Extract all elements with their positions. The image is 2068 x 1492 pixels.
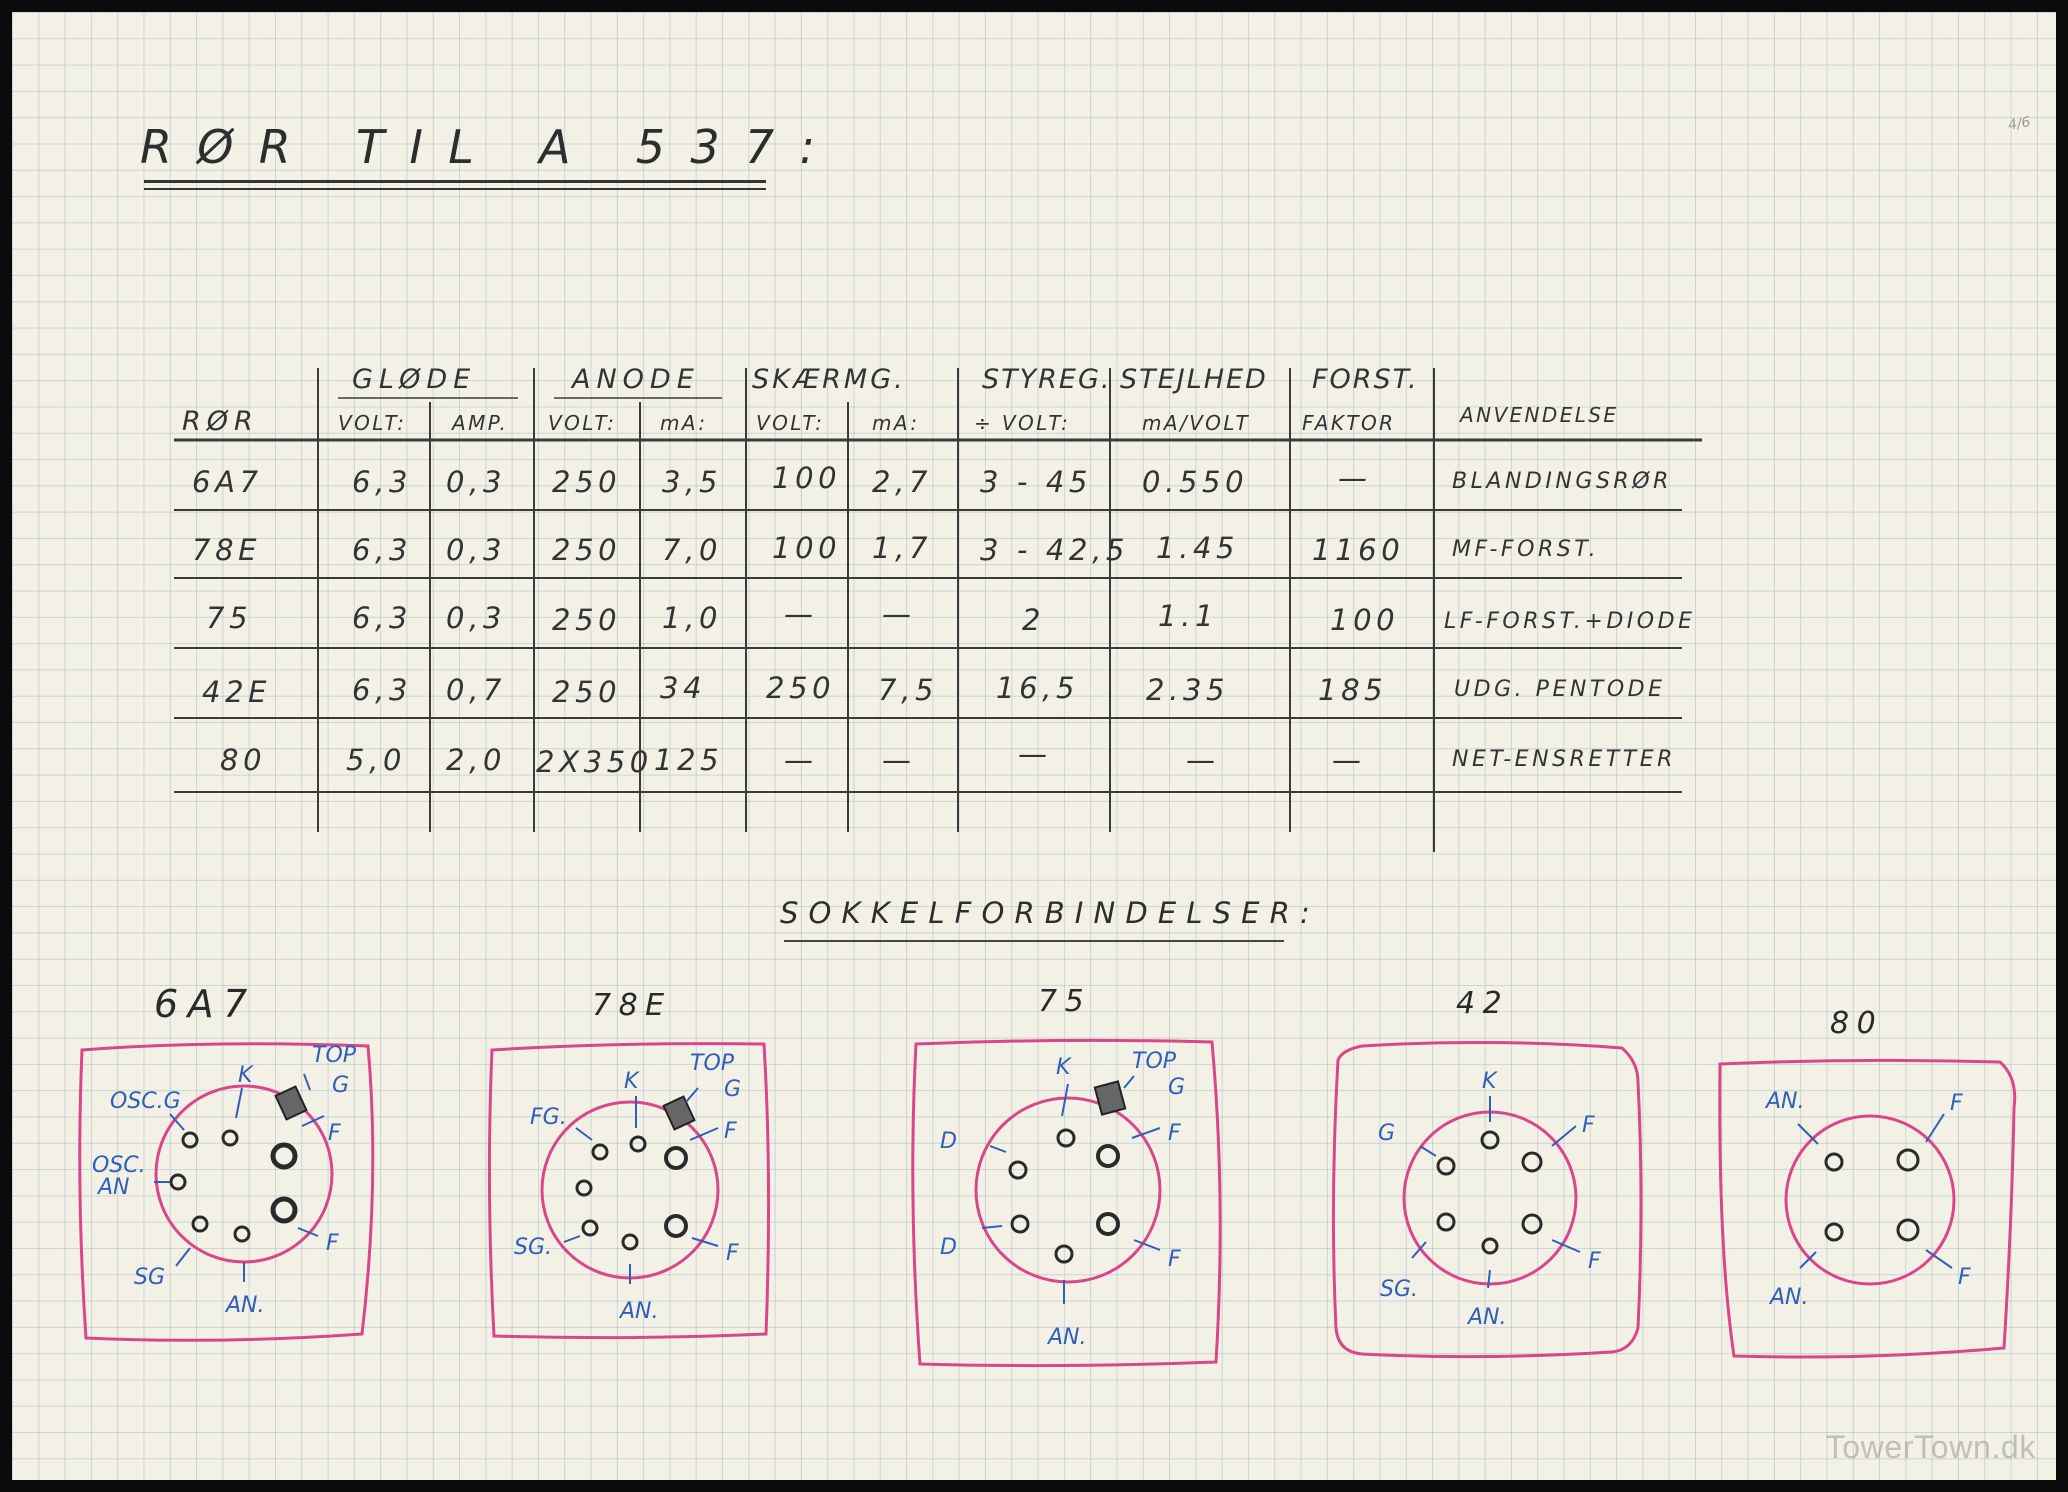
socket-circle (976, 1098, 1160, 1282)
margin-note: 4/6 (2006, 114, 2032, 134)
cell-g-volt: 6,3 (352, 673, 413, 707)
cell-st-volt: 3 - 45 (980, 465, 1093, 499)
pin-hole (1438, 1158, 1454, 1174)
pin-hole (1010, 1162, 1026, 1178)
graph-paper-sheet (12, 12, 2056, 1480)
pin-label-k: K (624, 1069, 639, 1094)
cell-a-volt: 250 (552, 465, 622, 499)
cell-a-ma: 1,0 (662, 601, 723, 635)
cell-stejl: 1.45 (1156, 531, 1240, 565)
tube-name-80: 80 (1830, 1006, 1884, 1041)
cell-s-ma: — (882, 743, 916, 777)
socket-diagram-78e (480, 1028, 780, 1348)
cell-a-ma: 3,5 (662, 465, 723, 499)
pin-label-an: AN. (1048, 1325, 1087, 1350)
hdr-stejl: STEJLHED (1120, 364, 1268, 395)
pin-label-f2: F (1958, 1265, 1971, 1290)
cell-s-volt: 100 (772, 461, 842, 495)
pin-label-an: AN. (620, 1299, 659, 1324)
cell-g-amp: 2,0 (446, 743, 507, 777)
pin-hole (1523, 1153, 1541, 1171)
pin-label-k: K (1056, 1055, 1071, 1080)
hdr-forst: FORST. (1312, 364, 1419, 395)
cell-st-volt: 3 - 42,5 (980, 533, 1130, 567)
pin-label-top: TOP (1132, 1049, 1177, 1074)
pin-label-d1: D (940, 1129, 957, 1154)
col-forst: FAKTOR (1302, 411, 1396, 435)
cell-a-volt: 2X350 (536, 745, 653, 779)
cell-st-volt: 16,5 (996, 671, 1080, 705)
cell-a-ma: 34 (660, 671, 707, 705)
table-row (202, 671, 1666, 709)
tube-name-6a7: 6A7 (154, 982, 257, 1026)
table-row (192, 531, 1599, 567)
cell-anv: LF-FORST.+DIODE (1444, 609, 1696, 634)
pin-hole (1523, 1215, 1541, 1233)
pin-label-f1: F (328, 1121, 341, 1146)
pin-label-f2: F (1588, 1249, 1601, 1274)
pin-hole (1012, 1216, 1028, 1232)
pin-hole (631, 1137, 645, 1151)
cell-g-amp: 0,7 (446, 673, 507, 707)
pin-label-f2: F (1168, 1247, 1181, 1272)
cell-s-ma: — (882, 597, 916, 631)
pin-hole (623, 1235, 637, 1249)
pin-hole (1058, 1130, 1074, 1146)
cell-anv: BLANDINGSRØR (1452, 469, 1672, 494)
pin-hole (183, 1133, 197, 1147)
cell-g-volt: 6,3 (352, 533, 413, 567)
cell-g-volt: 6,3 (352, 465, 413, 499)
pin-hole (1826, 1224, 1842, 1240)
top-cap-icon (276, 1087, 307, 1120)
top-cap-icon (1095, 1081, 1125, 1114)
col-g-amp: AMP. (452, 411, 509, 435)
cell-s-ma: 1,7 (872, 531, 933, 565)
col-anv: ANVENDELSE (1460, 403, 1619, 427)
cell-s-volt: 100 (772, 531, 842, 565)
pin-label-osc-an: AN (98, 1175, 130, 1200)
pin-hole (577, 1181, 591, 1195)
pin-hole (1056, 1246, 1072, 1262)
cell-a-ma: 125 (654, 743, 724, 777)
pin-hole (273, 1199, 295, 1221)
pin-label-f1: F (724, 1119, 737, 1144)
pin-hole (1826, 1154, 1842, 1170)
cell-stejl: 1.1 (1158, 599, 1219, 633)
pin-label-fg: FG. (530, 1105, 567, 1130)
table-row (220, 737, 1676, 779)
pin-label-an2: AN. (1770, 1285, 1809, 1310)
cell-a-volt: 250 (552, 533, 622, 567)
cell-anv: NET-ENSRETTER (1452, 747, 1676, 772)
pin-hole (583, 1221, 597, 1235)
pin-hole (1482, 1132, 1498, 1148)
socket-diagram-6a7 (62, 1022, 402, 1352)
pin-hole (193, 1217, 207, 1231)
pin-label-sg: SG. (514, 1235, 553, 1260)
pin-hole (223, 1131, 237, 1145)
pin-label-f1: F (1582, 1113, 1595, 1138)
col-a-volt: VOLT: (548, 411, 617, 435)
pin-hole (593, 1145, 607, 1159)
cell-st-volt: — (1018, 737, 1052, 771)
pin-hole (666, 1216, 686, 1236)
cell-stejl: 2.35 (1146, 673, 1230, 707)
cell-a-volt: 250 (552, 603, 622, 637)
hdr-anode: ANODE (572, 364, 700, 395)
cell-forst: 1160 (1312, 533, 1405, 567)
pin-label-top: TOP (312, 1043, 357, 1068)
cell-ror: 75 (206, 601, 253, 635)
socket-outline (1720, 1060, 2015, 1357)
pin-label-d2: D (940, 1235, 957, 1260)
title-underline (144, 180, 766, 183)
cell-g-volt: 5,0 (346, 743, 407, 777)
pin-label-f1: F (1950, 1091, 1963, 1116)
table-row (192, 461, 1672, 499)
section-title-underline (784, 940, 1284, 942)
hdr-styreg: STYREG. (982, 364, 1112, 395)
cell-ror: 80 (220, 743, 267, 777)
socket-circle (1404, 1112, 1576, 1284)
socket-circle (156, 1086, 332, 1262)
hdr-glode: GLØDE (352, 364, 477, 395)
cell-stejl: 0.550 (1142, 465, 1249, 499)
col-ror: RØR (182, 406, 259, 437)
tube-name-75: 75 (1038, 984, 1092, 1019)
pin-hole (235, 1227, 249, 1241)
pin-label-g: G (724, 1077, 742, 1102)
pin-hole (1098, 1146, 1118, 1166)
pin-hole (1483, 1239, 1497, 1253)
cell-s-volt: 250 (766, 671, 836, 705)
cell-g-amp: 0,3 (446, 601, 507, 635)
pin-label-an: AN. (226, 1293, 265, 1318)
pin-label-g: G (332, 1073, 350, 1098)
hdr-skerm: SKÆRMG. (752, 364, 906, 395)
tube-name-42: 42 (1456, 986, 1510, 1021)
section-title: SOKKELFORBINDELSER: (780, 896, 1320, 930)
pin-hole (273, 1145, 295, 1167)
pin-label-sg: SG. (1380, 1277, 1419, 1302)
pin-hole (666, 1148, 686, 1168)
col-s-volt: VOLT: (756, 411, 825, 435)
cell-g-volt: 6,3 (352, 601, 413, 635)
cell-forst: 185 (1318, 673, 1388, 707)
col-g-volt: VOLT: (338, 411, 407, 435)
tube-table (162, 352, 1722, 852)
cell-a-volt: 250 (552, 675, 622, 709)
cell-ror: 6A7 (192, 465, 263, 499)
cell-s-volt: — (784, 743, 818, 777)
tube-name-78e: 78E (592, 988, 672, 1023)
cell-anv: MF-FORST. (1452, 537, 1600, 562)
pin-label-an1: AN. (1766, 1089, 1805, 1114)
pin-label-f2: F (326, 1231, 339, 1256)
pin-label-sg: SG (134, 1265, 166, 1290)
cell-s-ma: 2,7 (872, 465, 933, 499)
pin-label-f1: F (1168, 1121, 1181, 1146)
page-title: RØR TIL A 537: (140, 120, 841, 174)
cell-forst: — (1338, 461, 1372, 495)
socket-diagram-80 (1708, 1048, 2028, 1368)
pin-label-osc-g: OSC.G (110, 1089, 181, 1114)
socket-circle (542, 1102, 718, 1278)
pin-hole (171, 1175, 185, 1189)
col-st-volt: ÷ VOLT: (974, 411, 1071, 435)
pin-hole (1438, 1214, 1454, 1230)
watermark: TowerTown.dk (1825, 1429, 2036, 1465)
pin-label-k: K (238, 1063, 253, 1088)
col-stejl: mA/VOLT (1142, 411, 1251, 435)
cell-s-volt: — (784, 597, 818, 631)
pin-label-top: TOP (690, 1051, 735, 1076)
cell-ror: 78E (192, 533, 262, 567)
pin-hole (1098, 1214, 1118, 1234)
pin-label-osc: OSC. (92, 1153, 146, 1178)
title-underline-2 (144, 188, 766, 190)
cell-g-amp: 0,3 (446, 533, 507, 567)
socket-diagram-75 (902, 1028, 1232, 1378)
pin-label-g: G (1168, 1075, 1186, 1100)
pin-hole (1898, 1220, 1918, 1240)
pin-label-an: AN. (1468, 1305, 1507, 1330)
cell-anv: UDG. PENTODE (1454, 677, 1666, 702)
cell-forst: — (1332, 743, 1366, 777)
cell-stejl: — (1186, 743, 1220, 777)
cell-forst: 100 (1330, 603, 1400, 637)
pin-hole (1898, 1150, 1918, 1170)
cell-a-ma: 7,0 (662, 533, 723, 567)
cell-s-ma: 7,5 (878, 673, 939, 707)
cell-st-volt: 2 (1022, 603, 1046, 637)
pin-label-f2: F (726, 1241, 739, 1266)
pin-label-k: K (1482, 1069, 1497, 1094)
socket-circle (1786, 1116, 1954, 1284)
cell-g-amp: 0,3 (446, 465, 507, 499)
col-s-ma: mA: (872, 411, 920, 435)
socket-diagram-42 (1322, 1032, 1652, 1372)
col-a-ma: mA: (660, 411, 708, 435)
pin-label-g: G (1378, 1121, 1396, 1146)
cell-ror: 42E (202, 675, 272, 709)
